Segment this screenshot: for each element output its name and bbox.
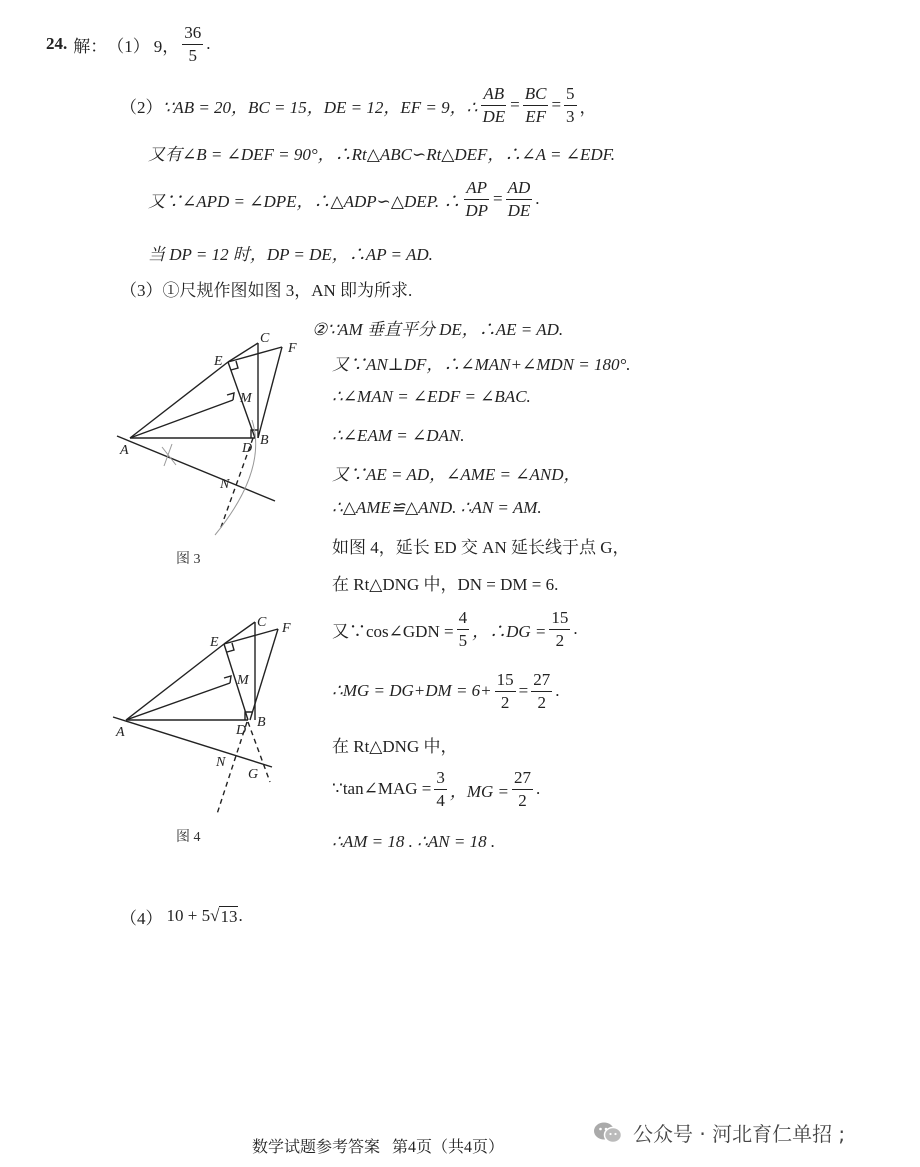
- fraction-ab-de: $\frac{AB}{DE}$: [482, 83, 506, 126]
- part2-line1: （2） ∵AB = 20，BC = 15，DE = 12，EF = 9，∴ $\frac{AB}{DE}$ = $\frac{BC}{EF}$ = $\frac{5}{3}$ ，: [120, 83, 597, 126]
- fraction-27-2b: $\frac{27}{2}$: [514, 767, 532, 810]
- svg-text:C: C: [260, 331, 270, 346]
- svg-text:G: G: [248, 767, 259, 782]
- figure-4-diagram: [100, 604, 320, 824]
- part1-line: 24. 解： （1） 9， $\frac{36}{5}$ .: [46, 22, 211, 65]
- part4-label: （4）: [120, 908, 163, 928]
- part2-line2: 又有∠B = ∠DEF = 90°，∴Rt△ABC∽Rt△DEF，∴∠A = ∠EDF.: [148, 144, 616, 164]
- fraction-ad-de: $\frac{AD}{DE}$: [507, 177, 531, 220]
- mg-line: ∴MG = DG+DM = 6+ $\frac{15}{2}$ = $\frac{27}{2}$ .: [332, 669, 560, 712]
- svg-text:D: D: [242, 441, 253, 456]
- figure-4-caption: 图 4: [176, 830, 201, 845]
- fraction-ap-dp: $\frac{AP}{DP}$: [465, 177, 489, 220]
- svg-text:D: D: [236, 723, 247, 738]
- part1-label: （1）: [107, 36, 150, 56]
- svg-text:N: N: [220, 477, 230, 492]
- solve-label: 解：: [73, 36, 108, 56]
- tan-line: ∵tan∠MAG = $\frac{3}{4}$ ，MG = $\frac{27}{2}$ .: [332, 767, 541, 810]
- sqrt-sign: √: [210, 906, 220, 925]
- svg-text:B: B: [260, 433, 269, 448]
- fraction-4-5: $\frac{4}{5}$: [458, 607, 468, 650]
- part1-fraction: $\frac{36}{5}$: [184, 22, 202, 65]
- proof-line-1: ②∵AM 垂直平分 DE，∴AE = AD.: [312, 319, 564, 339]
- part3-line1: （3） ①尺规作图如图 3，AN 即为所求.: [120, 276, 412, 300]
- svg-text:C: C: [257, 615, 267, 630]
- part2-line4: 当 DP = 12 时，DP = DE，∴AP = AD.: [148, 244, 433, 264]
- svg-text:F: F: [288, 341, 297, 356]
- page-footer: 数学试题参考答案 第4页（共4页）: [252, 1139, 505, 1156]
- final-line: ∴AM = 18 . ∴AN = 18 .: [332, 832, 496, 851]
- watermark: [593, 1118, 845, 1147]
- svg-text:F: F: [282, 621, 291, 636]
- proof-line-4: ∴∠EAM = ∠DAN.: [332, 426, 465, 445]
- fraction-15-2b: $\frac{15}{2}$: [496, 669, 514, 712]
- svg-text:E: E: [210, 635, 219, 650]
- cos-line: 又∵cos∠GDN = $\frac{4}{5}$ ，∴DG = $\frac{15}{2}$ .: [332, 607, 578, 650]
- part1-answer-a: 9，: [153, 36, 180, 56]
- svg-text:A: A: [116, 725, 125, 740]
- proof-line-6: ∴△AME≌△AND. ∴AN = AM.: [332, 498, 542, 517]
- svg-text:B: B: [257, 715, 266, 730]
- watermark-text: 公众号 · 河北育仁单招 ;: [633, 1122, 846, 1146]
- proof-line-7: 如图 4，延长 ED 交 AN 延长线于点 G，: [332, 537, 630, 557]
- fraction-3-4: $\frac{3}{4}$: [436, 767, 445, 810]
- rt-line: 在 Rt△DNG 中，: [332, 736, 458, 756]
- svg-text:E: E: [214, 354, 223, 369]
- svg-text:M: M: [237, 673, 249, 688]
- fraction-15-2: $\frac{15}{2}$: [551, 607, 569, 650]
- fraction-27-2: $\frac{27}{2}$: [533, 669, 551, 712]
- part4-line: （4） 10 + 5 √ 13 .: [120, 902, 243, 930]
- figure-3-caption: 图 3: [176, 552, 201, 567]
- proof-line-8: 在 Rt△DNG 中，DN = DM = 6.: [332, 574, 559, 594]
- svg-text:A: A: [120, 443, 129, 458]
- figure-3-diagram: [100, 320, 320, 550]
- fraction-5-3: $\frac{5}{3}$: [566, 83, 575, 126]
- problem-number: 24.: [46, 34, 68, 53]
- proof-line-3: ∴∠MAN = ∠EDF = ∠BAC.: [332, 387, 531, 406]
- part2-line3: 又∵∠APD = ∠DPE，∴△ADP∽△DEP. ∴ $\frac{AP}{DP}$ = $\frac{AD}{DE}$ .: [148, 177, 540, 220]
- fraction-bc-ef: $\frac{BC}{EF}$: [524, 83, 547, 126]
- svg-text:N: N: [216, 755, 226, 770]
- part2-label: （2）: [120, 97, 163, 117]
- proof-line-2: 又∵AN⊥DF，∴∠MAN+∠MDN = 180°.: [332, 354, 631, 374]
- wechat-icon: [593, 1121, 623, 1145]
- svg-text:M: M: [240, 391, 252, 406]
- proof-line-5: 又∵AE = AD，∠AME = ∠AND，: [332, 464, 581, 484]
- part3-label: （3）: [120, 280, 163, 300]
